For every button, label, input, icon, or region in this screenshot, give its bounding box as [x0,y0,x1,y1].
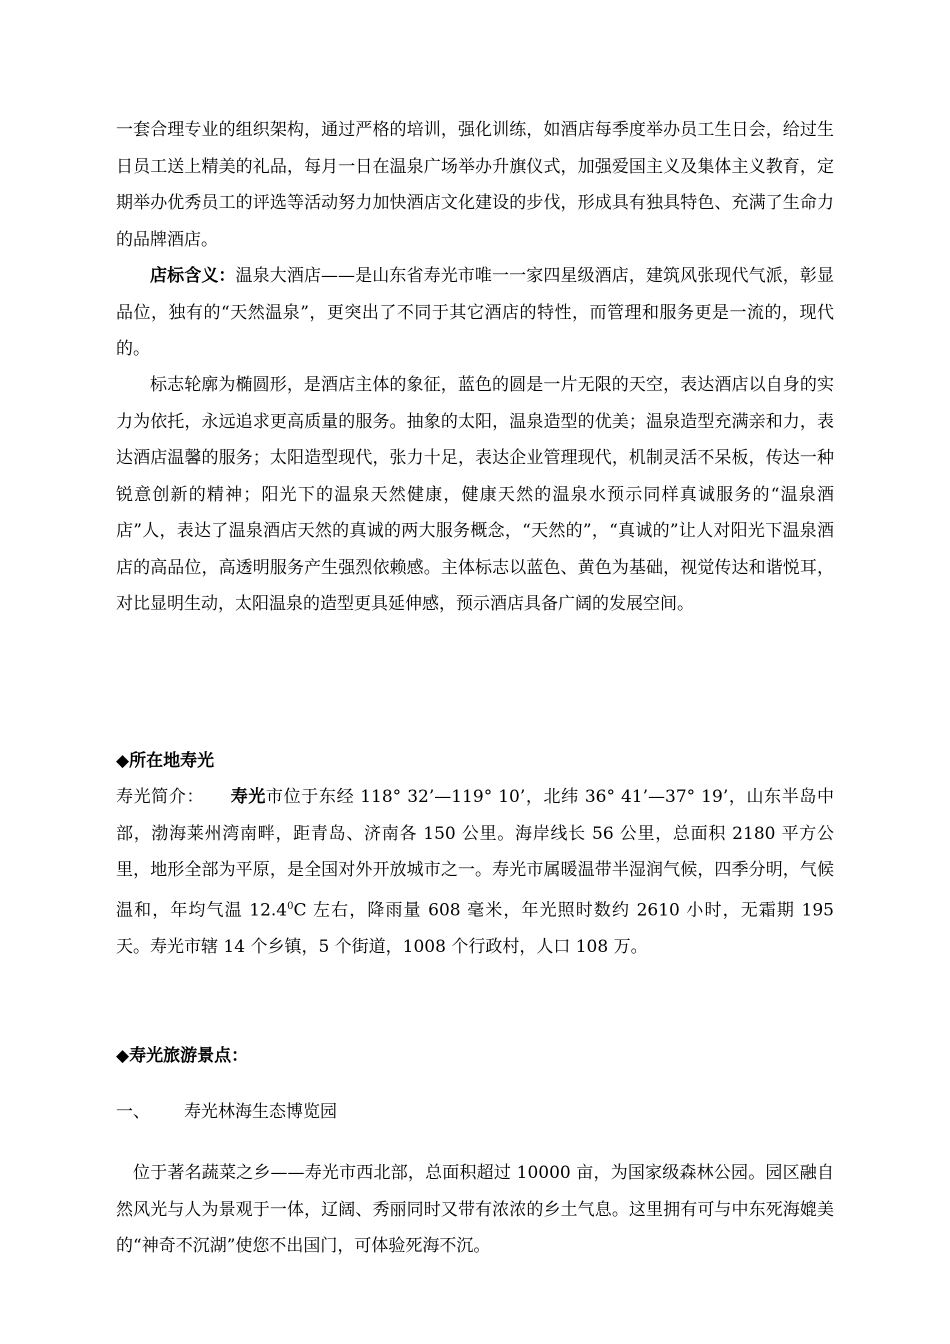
temperature-superscript: 0 [287,900,294,912]
shouguang-intro-text: 市位于东经 118° 32’—119° 10’，北纬 36° 41’—37° 19’，山东半岛中部，渤海莱州湾南畔，距青岛、济南各 150 公里。海岸线长 56 公里，总面积 2180 平方公里，地形全部为平原，是全国对外开放城市之一。寿光市属暖温带半湿润气候，四季分明，气候温和，年均气温 12.4 [116,787,834,921]
attraction-1-title [116,1094,337,1130]
shouguang-intro-text-cont: C 左右，降雨量 608 毫米，年光照时数约 2610 小时，无霜期 195 天。寿光市辖 14 个乡镇，5 个街道，1008 个行政村，人口 108 万。 [116,900,834,957]
logo-meaning-paragraph [116,258,834,368]
logo-meaning-text: 温泉大酒店——是山东省寿光市唯一一家四星级酒店，建筑风张现代气派，彰显品位，独有的“天然温泉”，更突出了不同于其它酒店的特性，而管理和服务更是一流的，现代的。 [116,266,835,359]
logo-meaning-label: 店标含义： [150,266,236,286]
attraction-1-name: 寿光林海生态博览园 [184,1102,337,1122]
logo-description-paragraph: 标志轮廓为椭圆形，是酒店主体的象征，蓝色的圆是一片无限的天空，表达酒店以自身的实力为依托，永远追求更高质量的服务。抽象的太阳，温泉造型的优美；温泉造型充满亲和力，表达酒店温馨的服务；太阳造型现代，张力十足，表达企业管理现代，机制灵活不呆板，传达一种锐意创新的精神；阳光下的温泉天然健康，健康天然的温泉水预示同样真诚服务的“温泉酒店”人，表达了温泉酒店天然的真诚的两大服务概念，“天然的”，“真诚的”让人对阳光下温泉酒店的高品位，高透明服务产生强烈依赖感。主体标志以蓝色、黄色为基础，视觉传达和谐悦耳，对比显明生动，太阳温泉的造型更具延伸感，预示酒店具备广阔的发展空间。 [116,375,834,614]
attraction-1-number: 一、 [116,1102,150,1122]
shouguang-intro-label: 寿光简介： [116,787,205,807]
intro-paragraph: 一套合理专业的组织架构，通过严格的培训，强化训练，如酒店每季度举办员工生日会，给过生日员工送上精美的礼品，每月一日在温泉广场举办升旗仪式，加强爱国主义及集体主义教育，定期举办优秀员工的评选等活动努力加快酒店文化建设的步伐，形成具有独具特色、充满了生命力的品牌酒店。 [116,120,834,250]
shouguang-intro-paragraph [116,779,834,965]
location-heading: ◆所在地寿光 [116,751,215,771]
attraction-1-description: 位于著名蔬菜之乡——寿光市西北部，总面积超过 10000 亩，为国家级森林公园。园区融自然风光与人为景观于一体，辽阔、秀丽同时又带有浓浓的乡土气息。这里拥有可与中东死海媲美的“神奇不沉湖”使您不出国门，可体验死海不沉。 [116,1163,834,1256]
tourism-heading: ◆寿光旅游景点： [116,1046,249,1066]
shouguang-bold-name: 寿光 [230,787,267,807]
